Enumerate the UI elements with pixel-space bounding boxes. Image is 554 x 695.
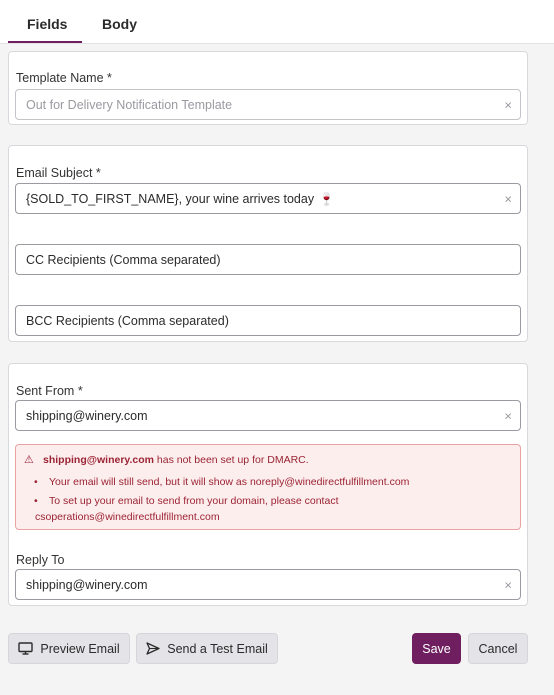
alert-message: has not been set up for DMARC. bbox=[156, 454, 309, 466]
alert-heading bbox=[24, 453, 309, 466]
monitor-icon bbox=[18, 642, 33, 655]
cancel-button[interactable]: Cancel bbox=[468, 633, 528, 664]
email-subject-label: Email Subject * bbox=[16, 166, 101, 180]
cc-recipients-input[interactable] bbox=[15, 244, 521, 275]
reply-to-label: Reply To bbox=[16, 553, 65, 567]
alert-contact-email[interactable]: csoperations@winedirectfulfillment.com bbox=[35, 511, 220, 523]
preview-email-button[interactable] bbox=[8, 633, 130, 664]
template-name-placeholder: Out for Delivery Notification Template bbox=[26, 97, 233, 112]
send-test-email-label: Send a Test Email bbox=[167, 641, 268, 656]
template-name-card bbox=[8, 51, 528, 125]
email-subject-value: {SOLD_TO_FIRST_NAME}, your wine arrives today bbox=[26, 191, 315, 206]
sent-from-label: Sent From * bbox=[16, 384, 83, 398]
email-subject-input[interactable] bbox=[15, 183, 521, 214]
wine-glass-icon: 🍷 bbox=[319, 191, 335, 206]
alert-bullet-1: Your email will still send, but it will show as noreply@winedirectfulfillment.com bbox=[49, 476, 410, 488]
sent-from-value: shipping@winery.com bbox=[26, 408, 148, 423]
tab-body[interactable]: Body bbox=[102, 16, 137, 32]
tab-fields[interactable]: Fields bbox=[27, 16, 68, 32]
clear-icon[interactable]: × bbox=[504, 408, 512, 423]
reply-to-input[interactable] bbox=[15, 569, 521, 600]
cc-recipients-placeholder: CC Recipients (Comma separated) bbox=[26, 252, 221, 267]
clear-icon[interactable]: × bbox=[504, 191, 512, 206]
send-icon bbox=[146, 642, 160, 655]
send-test-email-button[interactable] bbox=[136, 633, 278, 664]
template-name-label: Template Name * bbox=[16, 71, 112, 85]
template-name-input[interactable] bbox=[15, 89, 521, 120]
clear-icon[interactable]: × bbox=[504, 97, 512, 112]
reply-to-value: shipping@winery.com bbox=[26, 577, 148, 592]
clear-icon[interactable]: × bbox=[504, 577, 512, 592]
sent-from-input[interactable] bbox=[15, 400, 521, 431]
bcc-recipients-placeholder: BCC Recipients (Comma separated) bbox=[26, 313, 229, 328]
alert-email: shipping@winery.com bbox=[43, 454, 154, 466]
active-tab-indicator bbox=[8, 41, 82, 43]
bcc-recipients-input[interactable] bbox=[15, 305, 521, 336]
sender-card bbox=[8, 363, 528, 606]
save-button[interactable]: Save bbox=[412, 633, 461, 664]
bullet-mark: • bbox=[34, 476, 38, 488]
email-fields-card bbox=[8, 145, 528, 342]
bullet-mark: • bbox=[34, 495, 38, 507]
warning-icon: ⚠ bbox=[24, 454, 34, 466]
alert-bullet-2: To set up your email to send from your domain, please contact bbox=[49, 495, 339, 507]
tab-bar bbox=[0, 0, 554, 44]
preview-email-label: Preview Email bbox=[40, 641, 120, 656]
dmarc-warning-alert bbox=[15, 444, 521, 530]
